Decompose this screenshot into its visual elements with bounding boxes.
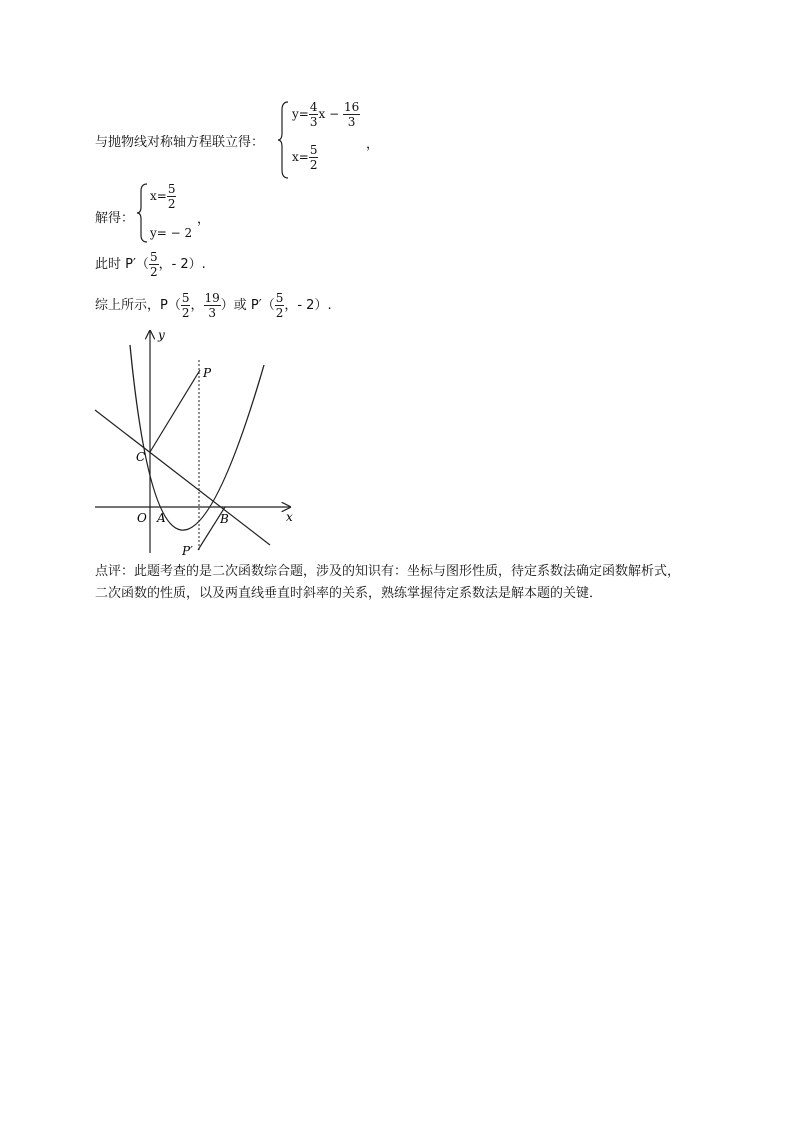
comment-line-2: 二次函数的性质，以及两直线垂直时斜率的关系，熟练掌握待定系数法是解本题的关键． [95, 586, 603, 601]
line4-den2: 3 [208, 306, 216, 320]
line3-den: 2 [149, 265, 158, 279]
line4-suffix: ，- 2）. [284, 298, 332, 313]
label-a: A [157, 511, 166, 525]
eq1-lhs: y= [292, 107, 309, 121]
line3-num: 5 [149, 250, 158, 264]
comment-line-1: 点评：此题考查的是二次函数综合题，涉及的知识有：坐标与图形性质，待定系数法确定函数解析式， [95, 564, 681, 579]
comment-block [95, 561, 680, 605]
line4-den1: 2 [181, 306, 190, 320]
label-p: P [203, 366, 212, 380]
label-x: x [286, 510, 293, 524]
solution-line-4 [95, 292, 332, 319]
label-b: B [220, 512, 229, 526]
left-brace-icon [278, 100, 290, 180]
eq1-den1: 3 [309, 115, 318, 129]
parabola-figure [90, 325, 305, 560]
line1-prefix: 与抛物线对称轴方程联立得： [95, 135, 265, 150]
label-p-prime: P′ [182, 544, 193, 558]
line1-eq2 [292, 144, 318, 171]
eq1-num1: 4 [309, 100, 318, 114]
eq1-num2: 16 [343, 100, 360, 114]
line2-eq2: y= − 2 [150, 226, 193, 240]
label-c: C [136, 450, 146, 464]
line2-prefix: 解得： [95, 211, 135, 226]
line2-eq1 [150, 183, 176, 210]
line2-suffix: ， [197, 212, 211, 227]
solution-line-3 [95, 251, 206, 278]
line4-prefix: 综上所示，P（ [95, 298, 181, 313]
line4-num3: 5 [275, 291, 284, 305]
left-brace-icon [137, 182, 149, 244]
line4-num2: 19 [204, 291, 220, 305]
eq1-den: 2 [167, 197, 176, 211]
eq1-mid: x − [318, 107, 340, 121]
eq2-lhs: x= [292, 150, 309, 164]
eq1-num: 5 [167, 182, 176, 196]
eq1-lhs: x= [150, 189, 167, 203]
line3-prefix: 此时 P′（ [95, 257, 149, 272]
line-cp [150, 370, 200, 452]
line1-eq1 [292, 101, 360, 128]
line4-comma: ， [190, 298, 204, 313]
label-o: O [137, 511, 147, 525]
label-y: y [158, 328, 165, 342]
line4-den3: 2 [275, 306, 284, 320]
line1-suffix: ， [366, 137, 380, 152]
line4-num1: 5 [181, 291, 190, 305]
line4-mid: ）或 P′（ [220, 298, 275, 313]
eq2-num: 5 [309, 143, 318, 157]
line3-suffix: ，- 2）. [158, 257, 206, 272]
eq2-den: 2 [309, 158, 318, 172]
eq1-den2: 3 [347, 115, 356, 129]
